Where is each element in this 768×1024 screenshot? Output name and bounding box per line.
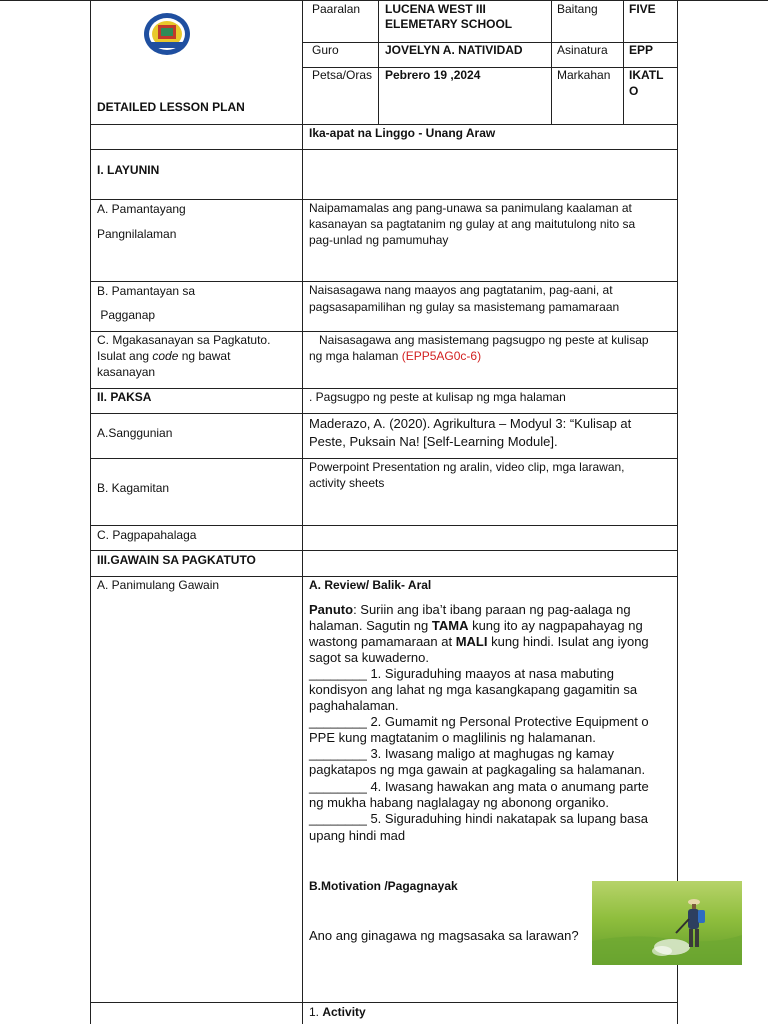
- panimulang-gawain-label: A. Panimulang Gawain: [97, 578, 220, 592]
- gawain-heading: III.GAWAIN SA PAGKATUTO: [97, 553, 256, 567]
- panuto-line1: Panuto: Suriin ang iba’t ibang paraan ng pag-aalaga ng: [309, 602, 631, 617]
- kagamitan-line2: activity sheets: [309, 476, 385, 490]
- motivation-heading: B.Motivation /Pagagnayak: [309, 879, 458, 893]
- panuto-line3: wastong pamamaraan at MALI kung hindi. Isulat ang iyong: [309, 634, 649, 649]
- pamantayang-text-line1: Naipamamalas ang pang-unawa sa panimulang kaalaman at: [309, 201, 632, 215]
- kasanayan-label-line1: C. Mgakasanayan sa Pagkatuto.: [97, 333, 271, 347]
- panuto-line2: halaman. Sagutin ng TAMA kung ito ay nagpapahayag ng: [309, 618, 643, 633]
- paksa-value: . Pagsugpo ng peste at kulisap ng mga halaman: [309, 390, 566, 404]
- layunin-heading: I. LAYUNIN: [97, 163, 160, 177]
- markahan-value-line2: O: [629, 84, 639, 98]
- review-item-line: paghahalaman.: [309, 698, 399, 713]
- activity-heading: 1. Activity: [309, 1005, 366, 1019]
- kasanayan-text-line1: Naisasagawa ang masistemang pagsugpo ng peste at kulisap: [309, 333, 649, 347]
- kasanayan-label-line2: Isulat ang code ng bawat: [97, 349, 231, 363]
- week-label: Ika-apat na Linggo - Unang Araw: [309, 126, 496, 140]
- asinatura-value: EPP: [629, 43, 654, 57]
- review-item-line: ________ 2. Gumamit ng Personal Protective Equipment o: [309, 714, 649, 729]
- pamantayang-text-line2: kasanayan sa pagtatanim ng gulay at ang maitutulong nito sa: [309, 217, 636, 231]
- review-heading: A. Review/ Balik- Aral: [309, 578, 432, 592]
- guro-label: Guro: [312, 43, 339, 57]
- farmer-spraying-field-photo: [592, 881, 742, 965]
- pamantayang-text-line3: pag-unlad ng pamumuhay: [309, 233, 449, 247]
- pamantayang-label-line2: Pangnilalaman: [97, 227, 177, 241]
- panuto-line4: sagot sa kuwaderno.: [309, 650, 429, 665]
- review-item-line: ________ 3. Iwasang maligo at maghugas ng kamay: [309, 746, 614, 761]
- sanggunian-line2: Peste, Puksain Na! [Self-Learning Module].: [309, 434, 558, 449]
- review-item-line: ________ 4. Iwasang hawakan ang mata o anumang parte: [309, 779, 649, 794]
- review-item-line: upang hindi mad: [309, 828, 406, 843]
- markahan-value-line1: IKATL: [629, 68, 664, 82]
- pamantayang-label-line1: A. Pamantayang: [97, 202, 186, 216]
- review-item-line: ________ 5. Siguraduhing hindi nakatapak sa lupang basa: [309, 811, 648, 826]
- sanggunian-line1: Maderazo, A. (2020). Agrikultura – Modyul 3: “Kulisap at: [309, 416, 632, 431]
- guro-value: JOVELYN A. NATIVIDAD: [385, 43, 523, 57]
- kasanayan-text-line2: ng mga halaman (EPP5AG0c-6): [309, 349, 482, 363]
- school-seal-logo: [143, 12, 191, 56]
- review-item-line: PPE kung magtatanim o maglilinis ng halamanan.: [309, 730, 596, 745]
- pagganap-label-line2: Pagganap: [97, 308, 156, 322]
- pagpapahalaga-label: C. Pagpapahalaga: [97, 528, 197, 542]
- paaralan-value-line1: LUCENA WEST III: [385, 2, 486, 16]
- competency-code: (EPP5AG0c-6): [401, 349, 482, 363]
- petsa-label: Petsa/Oras: [312, 68, 373, 82]
- review-item-line: ________ 1. Siguraduhing maayos at nasa mabuting: [309, 666, 614, 681]
- review-item-line: kondisyon ang lahat ng mga kasangkapang gagamitin sa: [309, 682, 638, 697]
- pagganap-text-line1: Naisasagawa nang maayos ang pagtatanim, pag-aani, at: [309, 283, 613, 297]
- asinatura-label: Asinatura: [557, 43, 608, 57]
- paksa-heading: II. PAKSA: [97, 390, 152, 404]
- markahan-label: Markahan: [557, 68, 611, 82]
- kagamitan-line1: Powerpoint Presentation ng aralin, video clip, mga larawan,: [309, 460, 625, 474]
- sanggunian-label: A.Sanggunian: [97, 426, 173, 440]
- document-title: DETAILED LESSON PLAN: [97, 100, 245, 114]
- baitang-label: Baitang: [557, 2, 598, 16]
- review-item-line: pagkatapos ng mga gawain at pagkagaling sa halamanan.: [309, 762, 646, 777]
- petsa-value: Pebrero 19 ,2024: [385, 68, 481, 82]
- motivation-question: Ano ang ginagawa ng magsasaka sa larawan?: [309, 928, 579, 943]
- kasanayan-label-line3: kasanayan: [97, 365, 156, 379]
- pagganap-text-line2: pagsasapamilihan ng gulay sa masistemang pamamaraan: [309, 300, 620, 314]
- paaralan-label: Paaralan: [312, 2, 361, 16]
- paaralan-value-line2: ELEMETARY SCHOOL: [385, 17, 513, 31]
- baitang-value: FIVE: [629, 2, 656, 16]
- kagamitan-label: B. Kagamitan: [97, 481, 170, 495]
- pagganap-label-line1: B. Pamantayan sa: [97, 284, 196, 298]
- review-item-line: ng mukha habang naglalagay ng abonong organiko.: [309, 795, 609, 810]
